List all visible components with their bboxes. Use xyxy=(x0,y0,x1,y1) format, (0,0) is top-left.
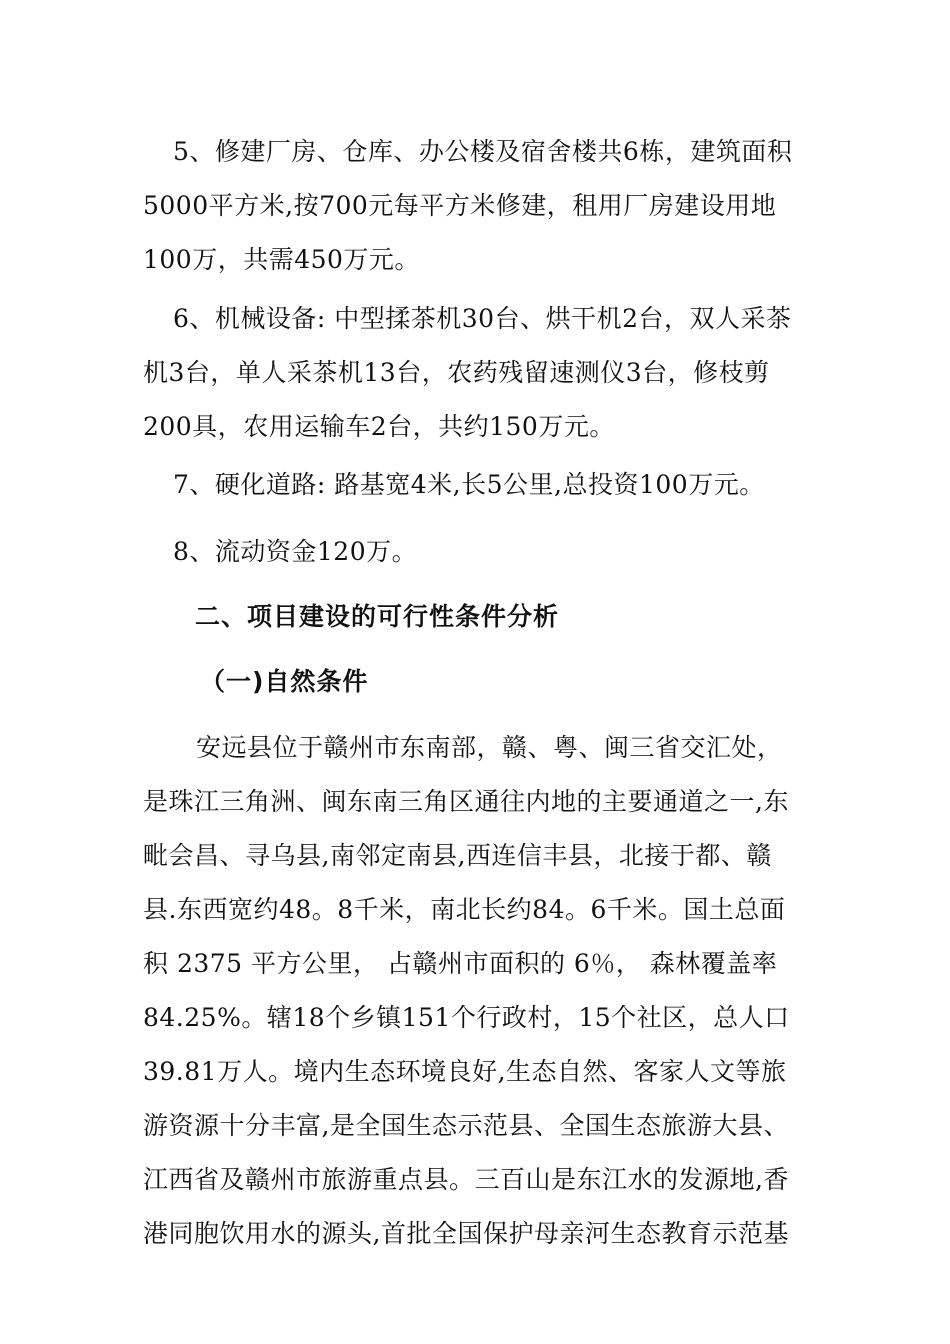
item-6-line-3: 200具，农用运输车2台，共约150万元。 xyxy=(143,412,615,441)
item-6-line-1: 6、机械设备: 中型揉茶机30台、烘干机2台，双人采茶 xyxy=(173,304,792,333)
item-5-line-3: 100万，共需450万元。 xyxy=(143,245,420,274)
item-5-line-2: 5000平方米,按700元每平方米修建，租用厂房建设用地 xyxy=(143,191,777,220)
item-6-line-2: 机3台，单人采茶机13台，农药残留速测仪3台，修枝剪 xyxy=(143,358,770,387)
paragraph-line-3: 毗会昌、寻乌县,南邻定南县,西连信丰县，北接于都、赣 xyxy=(143,841,772,870)
paragraph-line-7: 39.81万人。境内生态环境良好,生态自然、客家人文等旅 xyxy=(143,1057,787,1086)
item-8-line: 8、流动资金120万。 xyxy=(173,537,418,566)
item-7-line: 7、硬化道路: 路基宽4米,长5公里,总投资100万元。 xyxy=(173,470,765,499)
paragraph-line-9: 江西省及赣州市旅游重点县。三百山是东江水的发源地,香 xyxy=(143,1165,789,1194)
paragraph-line-4: 县.东西宽约48。8千米，南北长约84。6千米。国土总面 xyxy=(143,895,786,924)
paragraph-line-8: 游资源十分丰富,是全国生态示范县、全国生态旅游大县、 xyxy=(143,1111,789,1140)
paragraph-line-10: 港同胞饮用水的源头,首批全国保护母亲河生态教育示范基 xyxy=(143,1219,789,1248)
natural-conditions-paragraph xyxy=(143,721,808,1261)
item-6-block xyxy=(143,292,808,454)
section-heading: 二、项目建设的可行性条件分析 xyxy=(195,602,560,631)
item-7-block xyxy=(143,458,808,512)
paragraph-line-6: 84.25%。辖18个乡镇151个行政村，15个社区，总人口 xyxy=(143,1003,790,1032)
item-5-line-1: 5、修建厂房、仓库、办公楼及宿舍楼共6栋，建筑面积 xyxy=(173,137,793,166)
paragraph-line-2: 是珠江三角洲、闽东南三角区通往内地的主要通道之一,东 xyxy=(143,787,789,816)
item-8-block xyxy=(143,525,808,579)
item-5-block xyxy=(143,125,808,287)
paragraph-line-5: 积 2375 平方公里， 占赣州市面积的 6％， 森林覆盖率 xyxy=(143,949,778,978)
subsection-heading: （一)自然条件 xyxy=(200,667,369,696)
paragraph-line-1: 安远县位于赣州市东南部，赣、粤、闽三省交汇处， xyxy=(196,733,783,762)
